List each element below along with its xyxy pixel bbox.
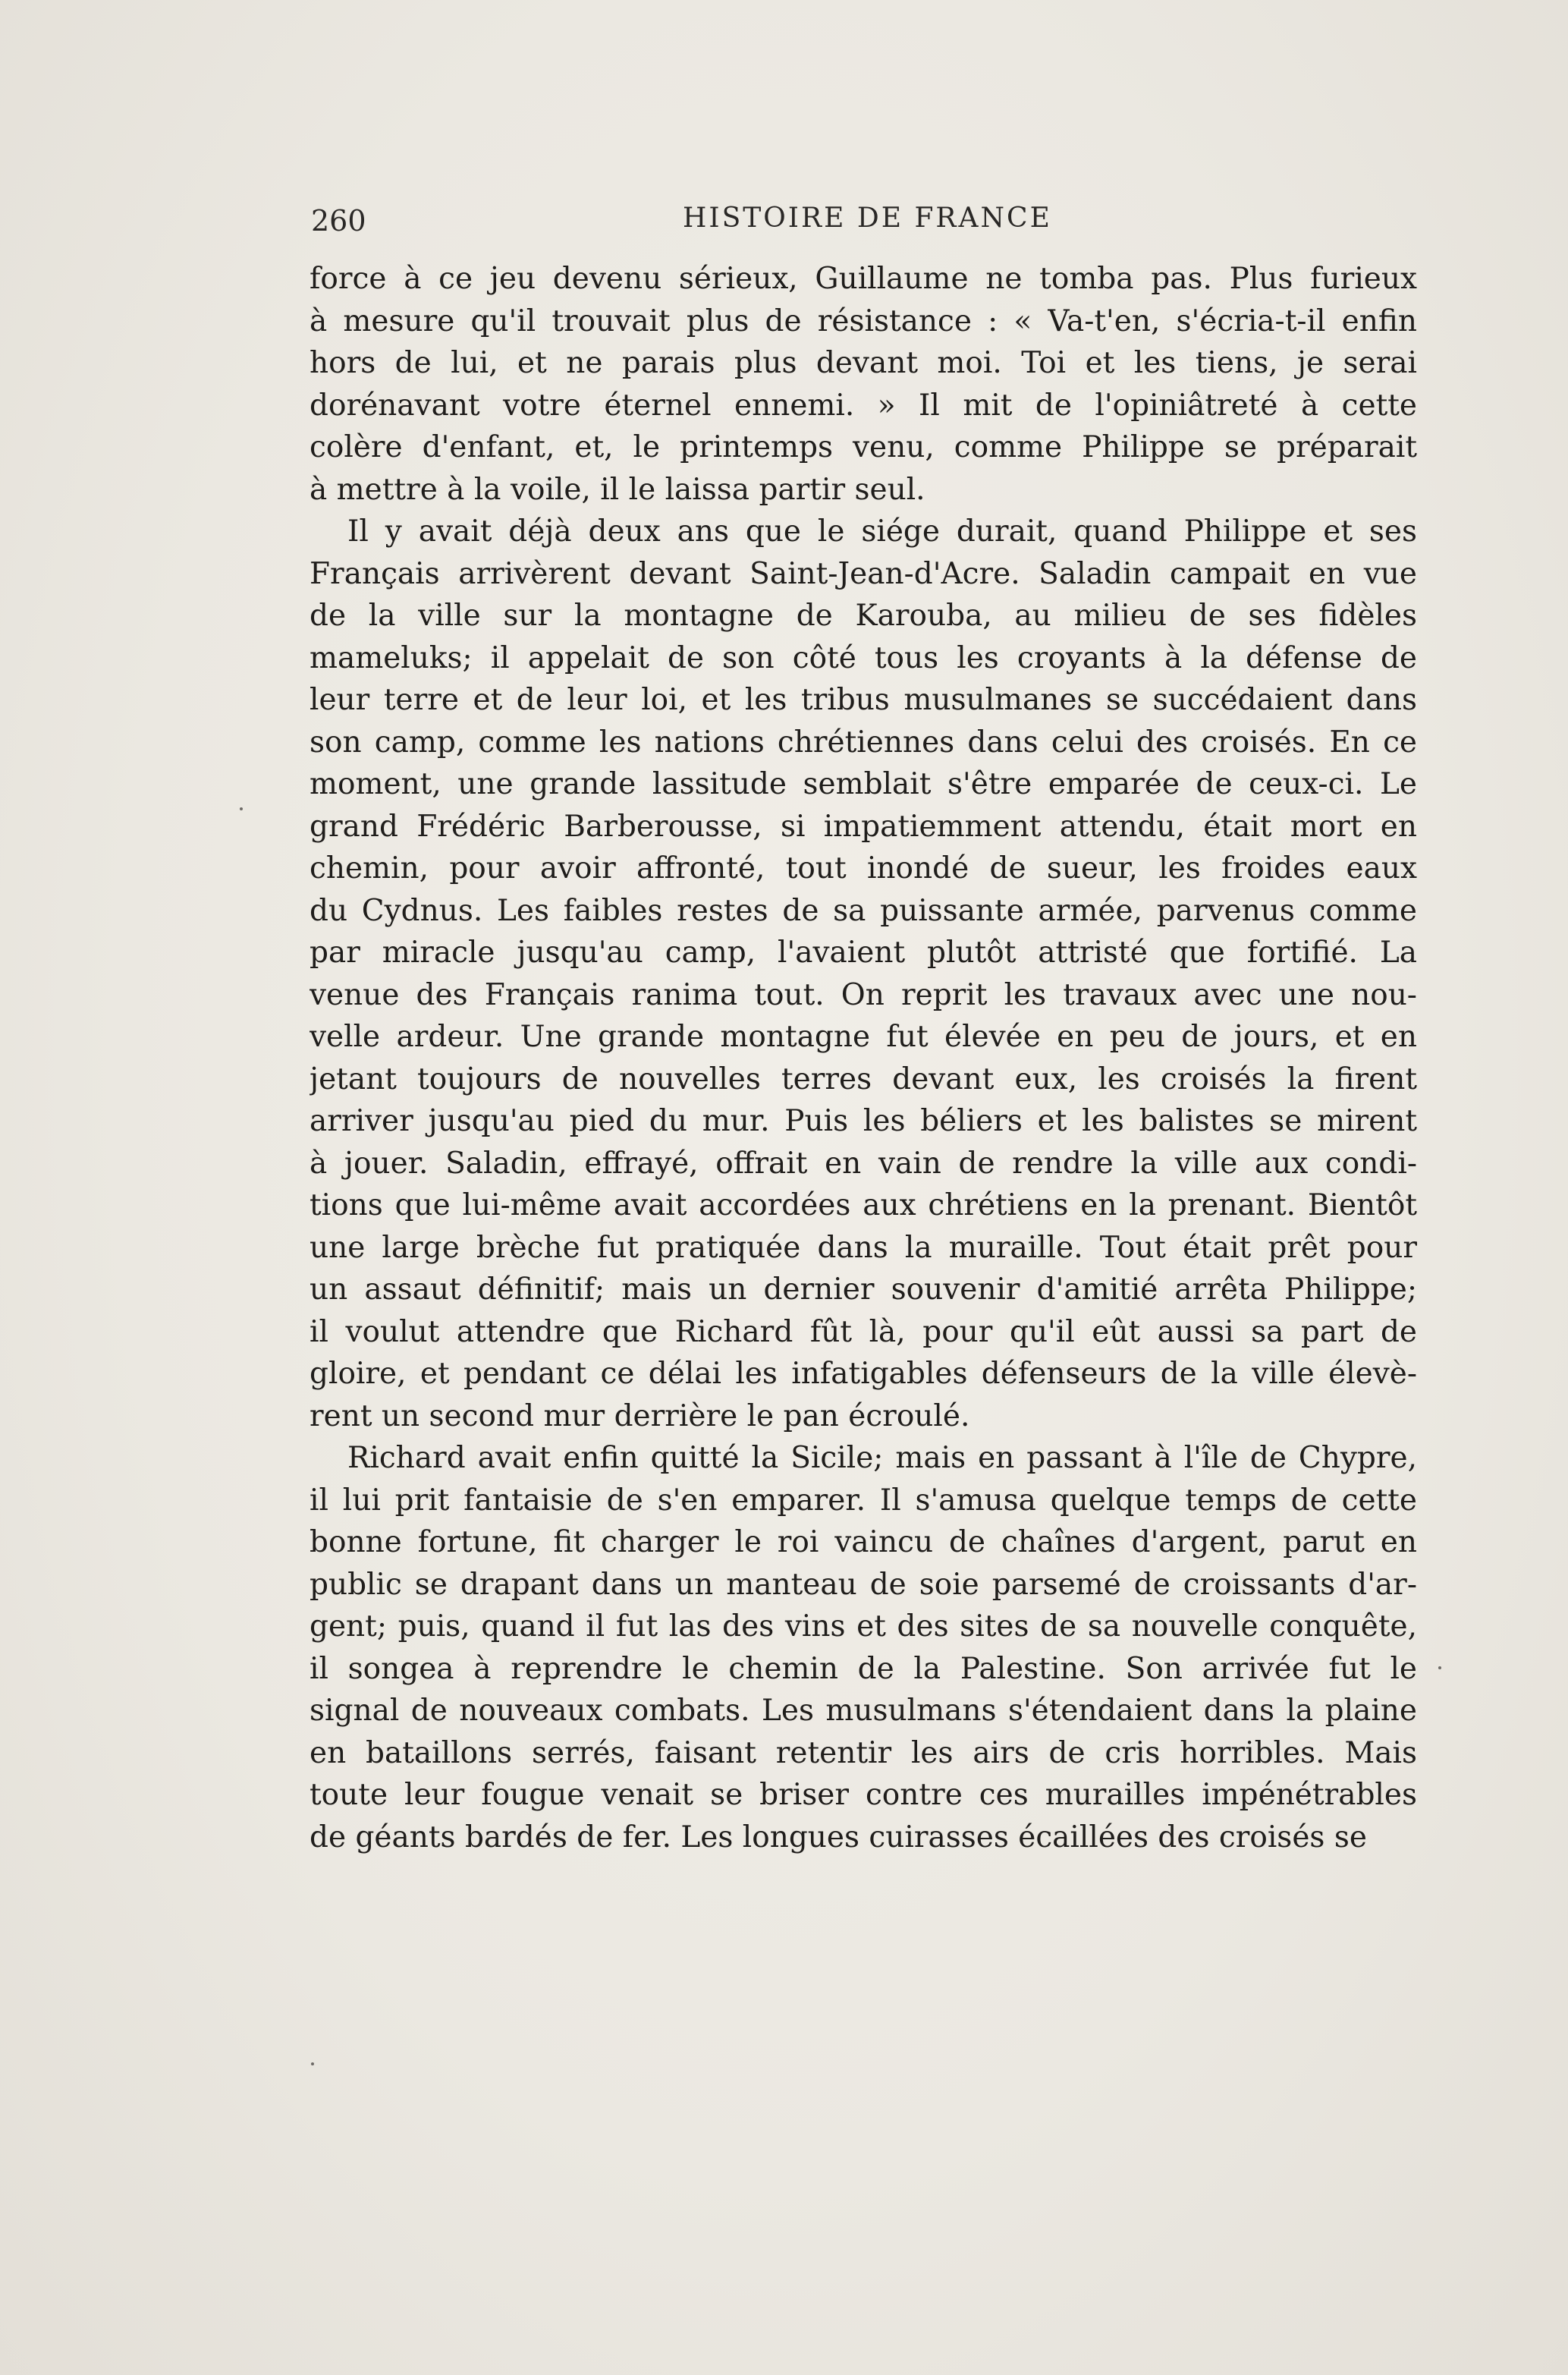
paragraph [310,1437,1417,1858]
print-speck [311,2062,314,2065]
text-line: toute leur fougue venait se briser contre ces murailles impénétrables [310,1778,1417,1812]
text-line: arriver jusqu'au pied du mur. Puis les béliers et les balistes se mirent [310,1104,1417,1138]
text-line: chemin, pour avoir affronté, tout inondé de sueur, les froides eaux [310,851,1417,886]
text-line: mameluks; il appelait de son côté tous les croyants à la défense de [310,640,1417,675]
text-line: public se drapant dans un manteau de soie parsemé de croissants d'ar- [310,1567,1417,1602]
text-line: il songea à reprendre le chemin de la Palestine. Son arrivée fut le [310,1651,1417,1686]
text-line: une large brèche fut pratiquée dans la muraille. Tout était prêt pour [310,1230,1417,1265]
text-line: jetant toujours de nouvelles terres devant eux, les croisés la firent [310,1062,1417,1096]
running-title: HISTOIRE DE FRANCE [683,203,1052,234]
text-line: force à ce jeu devenu sérieux, Guillaume ne tomba pas. Plus furieux [310,262,1417,296]
text-line: son camp, comme les nations chrétiennes dans celui des croisés. En ce [310,725,1417,760]
print-speck [1438,1666,1441,1669]
text-line: de la ville sur la montagne de Karouba, au milieu de ses fidèles [310,599,1417,633]
text-line: par miracle jusqu'au camp, l'avaient plutôt attristé que fortifié. La [310,936,1417,970]
text-line: à jouer. Saladin, effrayé, offrait en vain de rendre la ville aux condi- [310,1146,1417,1181]
text-line: un assaut définitif; mais un dernier souvenir d'amitié arrêta Philippe; [310,1272,1417,1307]
text-line: du Cydnus. Les faibles restes de sa puissante armée, parvenus comme [310,893,1417,928]
text-line: il lui prit fantaisie de s'en emparer. Il s'amusa quelque temps de cette [310,1483,1417,1518]
text-line: gloire, et pendant ce délai les infatigables défenseurs de la ville élevè- [310,1357,1417,1391]
print-speck [240,807,243,810]
text-line: de géants bardés de fer. Les longues cuirasses écaillées des croisés se [310,1820,1367,1854]
text-line: grand Frédéric Barberousse, si impatiemment attendu, était mort en [310,809,1417,844]
text-line: gent; puis, quand il fut las des vins et des sites de sa nouvelle conquête, [310,1609,1417,1644]
text-line: rent un second mur derrière le pan écroulé. [310,1398,970,1433]
body-text [310,258,1417,1858]
paragraph [310,511,1417,1437]
text-line: signal de nouveaux combats. Les musulmans s'étendaient dans la plaine [310,1694,1417,1728]
text-line: Il y avait déjà deux ans que le siége durait, quand Philippe et ses [347,514,1417,549]
paragraph [310,258,1417,511]
text-line: hors de lui, et ne parais plus devant moi. Toi et les tiens, je serai [310,346,1417,380]
text-line: velle ardeur. Une grande montagne fut élevée en peu de jours, et en [310,1020,1417,1054]
text-line: il voulut attendre que Richard fût là, pour qu'il eût aussi sa part de [310,1314,1417,1349]
text-line: Richard avait enfin quitté la Sicile; mais en passant à l'île de Chypre, [347,1441,1417,1475]
page-header [311,193,1419,239]
text-line: colère d'enfant, et, le printemps venu, comme Philippe se préparait [310,430,1417,464]
text-line: à mettre à la voile, il le laissa partir seul. [310,472,925,507]
text-line: tions que lui-même avait accordées aux chrétiens en la prenant. Bientôt [310,1188,1417,1222]
text-line: dorénavant votre éternel ennemi. » Il mit de l'opiniâtreté à cette [310,388,1417,423]
text-line: moment, une grande lassitude semblait s'être emparée de ceux-ci. Le [310,767,1417,801]
text-line: Français arrivèrent devant Saint-Jean-d'Acre. Saladin campait en vue [310,556,1417,591]
text-line: à mesure qu'il trouvait plus de résistance : « Va-t'en, s'écria-t-il enfin [310,304,1417,338]
page-number: 260 [311,204,366,238]
text-line: bonne fortune, fit charger le roi vaincu de chaînes d'argent, parut en [310,1525,1417,1559]
text-line: leur terre et de leur loi, et les tribus musulmanes se succédaient dans [310,683,1417,717]
text-line: venue des Français ranima tout. On reprit les travaux avec une nou- [310,977,1417,1012]
text-line: en bataillons serrés, faisant retentir les airs de cris horribles. Mais [310,1735,1417,1770]
